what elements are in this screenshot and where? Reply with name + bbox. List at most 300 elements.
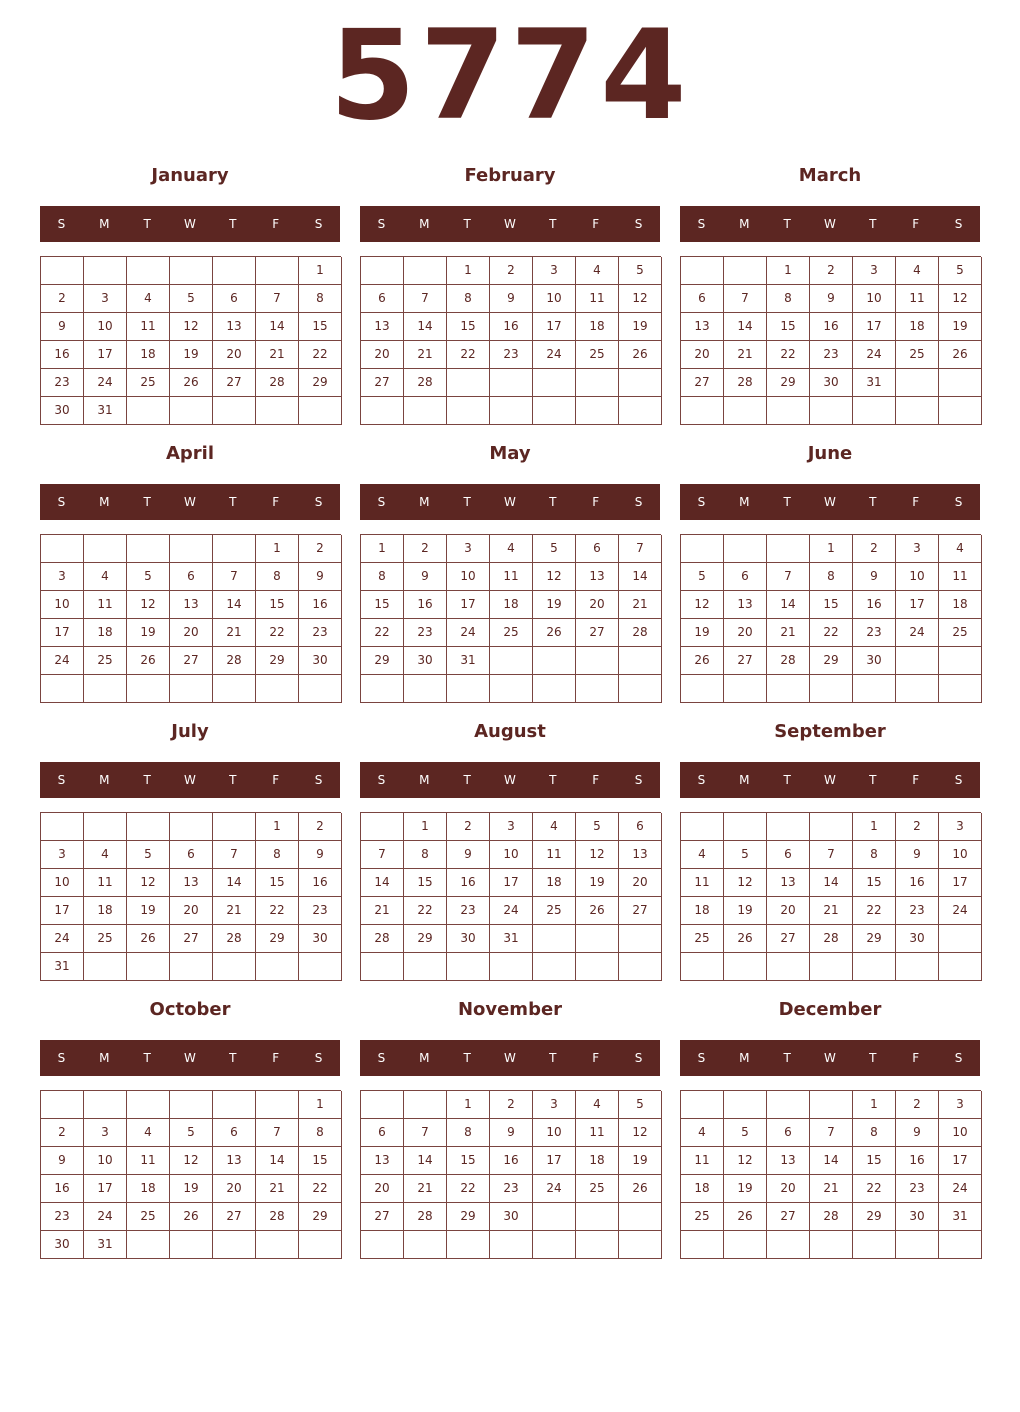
day-cell: 23 <box>404 619 447 647</box>
day-cell: 8 <box>810 563 853 591</box>
day-cell: 12 <box>533 563 576 591</box>
empty-day-cell <box>939 647 982 675</box>
empty-day-cell <box>681 1091 724 1119</box>
day-cell: 12 <box>127 869 170 897</box>
day-cell: 1 <box>853 1091 896 1119</box>
day-cell: 26 <box>127 647 170 675</box>
day-cell: 7 <box>810 1119 853 1147</box>
day-cell: 17 <box>939 1147 982 1175</box>
empty-day-cell <box>490 397 533 425</box>
day-cell: 23 <box>896 897 939 925</box>
weekday-label: T <box>229 1051 237 1065</box>
weekday-label: F <box>272 495 280 509</box>
day-cell: 6 <box>681 285 724 313</box>
day-cell: 22 <box>299 341 342 369</box>
day-grid <box>360 812 661 981</box>
day-cell: 26 <box>724 925 767 953</box>
day-cell: 25 <box>681 1203 724 1231</box>
empty-day-cell <box>213 1231 256 1259</box>
day-cell: 8 <box>447 285 490 313</box>
day-cell: 1 <box>853 813 896 841</box>
day-cell: 13 <box>361 313 404 341</box>
day-cell: 4 <box>490 535 533 563</box>
month-title: August <box>474 721 546 742</box>
day-cell: 13 <box>767 869 810 897</box>
weekday-header <box>680 762 980 798</box>
weekday-label: S <box>377 495 386 509</box>
empty-day-cell <box>170 1091 213 1119</box>
empty-day-cell <box>810 1231 853 1259</box>
day-cell: 30 <box>41 1231 84 1259</box>
day-cell: 6 <box>767 841 810 869</box>
empty-day-cell <box>447 675 490 703</box>
day-cell: 3 <box>853 257 896 285</box>
day-cell: 31 <box>853 369 896 397</box>
day-cell: 13 <box>170 591 213 619</box>
empty-day-cell <box>447 369 490 397</box>
day-cell: 22 <box>447 1175 490 1203</box>
day-cell: 10 <box>84 313 127 341</box>
day-cell: 12 <box>170 313 213 341</box>
day-cell: 14 <box>213 869 256 897</box>
empty-day-cell <box>810 397 853 425</box>
day-cell: 19 <box>127 619 170 647</box>
empty-day-cell <box>170 1231 213 1259</box>
empty-day-cell <box>490 1231 533 1259</box>
day-cell: 23 <box>490 1175 533 1203</box>
day-cell: 14 <box>724 313 767 341</box>
day-cell: 29 <box>810 647 853 675</box>
weekday-label: M <box>419 1051 430 1065</box>
day-cell: 7 <box>810 841 853 869</box>
day-cell: 1 <box>447 1091 490 1119</box>
weekday-label: T <box>463 217 471 231</box>
month-title: July <box>171 721 209 742</box>
day-cell: 17 <box>533 1147 576 1175</box>
day-cell: 14 <box>361 869 404 897</box>
weekday-label: T <box>549 773 557 787</box>
empty-day-cell <box>619 369 662 397</box>
day-cell: 2 <box>404 535 447 563</box>
day-cell: 4 <box>576 1091 619 1119</box>
day-cell: 29 <box>447 1203 490 1231</box>
day-cell: 4 <box>127 1119 170 1147</box>
day-cell: 20 <box>767 1175 810 1203</box>
weekday-label: S <box>954 217 963 231</box>
day-cell: 29 <box>256 925 299 953</box>
weekday-label: T <box>549 217 557 231</box>
day-grid <box>360 534 661 703</box>
empty-day-cell <box>84 535 127 563</box>
empty-day-cell <box>256 953 299 981</box>
day-cell: 5 <box>619 1091 662 1119</box>
day-cell: 18 <box>84 619 127 647</box>
day-cell: 25 <box>681 925 724 953</box>
day-cell: 24 <box>939 1175 982 1203</box>
day-cell: 8 <box>447 1119 490 1147</box>
day-cell: 24 <box>533 1175 576 1203</box>
day-cell: 28 <box>213 647 256 675</box>
day-cell: 9 <box>41 1147 84 1175</box>
empty-day-cell <box>939 369 982 397</box>
day-cell: 11 <box>84 591 127 619</box>
day-cell: 27 <box>213 1203 256 1231</box>
empty-day-cell <box>853 675 896 703</box>
day-cell: 30 <box>896 925 939 953</box>
day-cell: 21 <box>810 1175 853 1203</box>
day-cell: 16 <box>896 869 939 897</box>
day-cell: 31 <box>939 1203 982 1231</box>
day-cell: 18 <box>84 897 127 925</box>
weekday-label: S <box>697 1051 706 1065</box>
day-cell: 18 <box>576 1147 619 1175</box>
day-cell: 12 <box>170 1147 213 1175</box>
weekday-label: W <box>824 1051 836 1065</box>
weekday-label: T <box>783 773 791 787</box>
day-cell: 25 <box>127 369 170 397</box>
day-cell: 20 <box>361 1175 404 1203</box>
day-cell: 1 <box>447 257 490 285</box>
empty-day-cell <box>939 675 982 703</box>
weekday-label: W <box>504 773 516 787</box>
empty-day-cell <box>361 397 404 425</box>
day-cell: 6 <box>213 1119 256 1147</box>
day-cell: 7 <box>213 563 256 591</box>
day-cell: 21 <box>404 341 447 369</box>
empty-day-cell <box>213 397 256 425</box>
weekday-label: F <box>272 773 280 787</box>
day-cell: 2 <box>447 813 490 841</box>
empty-day-cell <box>767 397 810 425</box>
weekday-header <box>360 762 660 798</box>
weekday-label: M <box>739 773 750 787</box>
weekday-label: F <box>592 1051 600 1065</box>
day-cell: 16 <box>853 591 896 619</box>
empty-day-cell <box>810 1091 853 1119</box>
weekday-label: S <box>634 773 643 787</box>
day-cell: 24 <box>896 619 939 647</box>
day-cell: 5 <box>724 841 767 869</box>
day-cell: 1 <box>810 535 853 563</box>
empty-day-cell <box>361 813 404 841</box>
day-grid <box>680 1090 981 1259</box>
empty-day-cell <box>361 257 404 285</box>
empty-day-cell <box>84 953 127 981</box>
empty-day-cell <box>84 675 127 703</box>
day-cell: 29 <box>853 1203 896 1231</box>
empty-day-cell <box>127 953 170 981</box>
day-cell: 25 <box>84 925 127 953</box>
day-cell: 8 <box>853 841 896 869</box>
day-cell: 30 <box>447 925 490 953</box>
day-cell: 8 <box>853 1119 896 1147</box>
weekday-label: S <box>314 495 323 509</box>
day-cell: 19 <box>127 897 170 925</box>
day-cell: 11 <box>939 563 982 591</box>
day-cell: 2 <box>299 535 342 563</box>
month-title: May <box>489 443 531 464</box>
day-cell: 25 <box>84 647 127 675</box>
empty-day-cell <box>213 1091 256 1119</box>
month-title: April <box>165 443 215 464</box>
day-cell: 22 <box>256 897 299 925</box>
day-cell: 8 <box>256 563 299 591</box>
day-cell: 11 <box>127 313 170 341</box>
day-cell: 5 <box>939 257 982 285</box>
day-cell: 3 <box>939 1091 982 1119</box>
day-cell: 15 <box>853 869 896 897</box>
day-cell: 27 <box>361 1203 404 1231</box>
day-cell: 30 <box>404 647 447 675</box>
day-cell: 21 <box>619 591 662 619</box>
day-cell: 4 <box>84 841 127 869</box>
empty-day-cell <box>896 647 939 675</box>
day-cell: 2 <box>490 1091 533 1119</box>
day-cell: 18 <box>939 591 982 619</box>
day-cell: 25 <box>896 341 939 369</box>
day-grid <box>680 256 981 425</box>
day-cell: 21 <box>767 619 810 647</box>
day-cell: 20 <box>170 897 213 925</box>
day-cell: 1 <box>299 257 342 285</box>
empty-day-cell <box>299 675 342 703</box>
empty-day-cell <box>299 953 342 981</box>
weekday-label: T <box>143 495 151 509</box>
weekday-label: S <box>377 1051 386 1065</box>
day-cell: 22 <box>404 897 447 925</box>
day-cell: 22 <box>853 897 896 925</box>
empty-day-cell <box>490 675 533 703</box>
day-cell: 22 <box>853 1175 896 1203</box>
day-cell: 24 <box>533 341 576 369</box>
weekday-label: S <box>697 773 706 787</box>
day-cell: 3 <box>533 257 576 285</box>
day-cell: 25 <box>533 897 576 925</box>
weekday-label: T <box>463 495 471 509</box>
day-cell: 24 <box>84 369 127 397</box>
day-cell: 17 <box>84 1175 127 1203</box>
day-cell: 4 <box>576 257 619 285</box>
weekday-label: S <box>954 1051 963 1065</box>
day-cell: 20 <box>213 1175 256 1203</box>
day-cell: 23 <box>299 619 342 647</box>
day-cell: 6 <box>619 813 662 841</box>
day-cell: 28 <box>810 1203 853 1231</box>
day-cell: 24 <box>939 897 982 925</box>
empty-day-cell <box>767 535 810 563</box>
day-cell: 23 <box>299 897 342 925</box>
day-cell: 26 <box>533 619 576 647</box>
empty-day-cell <box>361 953 404 981</box>
day-cell: 13 <box>213 1147 256 1175</box>
weekday-label: S <box>634 495 643 509</box>
day-cell: 10 <box>533 1119 576 1147</box>
day-cell: 11 <box>127 1147 170 1175</box>
weekday-header <box>680 1040 980 1076</box>
day-cell: 28 <box>767 647 810 675</box>
empty-day-cell <box>41 813 84 841</box>
day-cell: 11 <box>533 841 576 869</box>
empty-day-cell <box>256 675 299 703</box>
empty-day-cell <box>170 813 213 841</box>
day-cell: 19 <box>724 897 767 925</box>
day-cell: 30 <box>853 647 896 675</box>
empty-day-cell <box>404 1231 447 1259</box>
day-cell: 12 <box>576 841 619 869</box>
empty-day-cell <box>299 397 342 425</box>
weekday-label: S <box>954 495 963 509</box>
day-cell: 10 <box>939 841 982 869</box>
day-cell: 21 <box>724 341 767 369</box>
day-cell: 3 <box>939 813 982 841</box>
empty-day-cell <box>576 369 619 397</box>
day-cell: 19 <box>170 341 213 369</box>
day-cell: 7 <box>404 1119 447 1147</box>
day-cell: 18 <box>533 869 576 897</box>
day-cell: 16 <box>299 869 342 897</box>
weekday-label: W <box>504 1051 516 1065</box>
weekday-label: T <box>783 1051 791 1065</box>
month-title: February <box>464 165 556 186</box>
day-cell: 3 <box>896 535 939 563</box>
empty-day-cell <box>939 953 982 981</box>
day-cell: 12 <box>724 869 767 897</box>
day-cell: 4 <box>896 257 939 285</box>
day-cell: 7 <box>256 285 299 313</box>
empty-day-cell <box>939 397 982 425</box>
weekday-label: T <box>869 495 877 509</box>
empty-day-cell <box>127 1231 170 1259</box>
empty-day-cell <box>256 1091 299 1119</box>
day-cell: 13 <box>213 313 256 341</box>
weekday-label: W <box>504 495 516 509</box>
day-cell: 19 <box>619 1147 662 1175</box>
weekday-label: S <box>314 1051 323 1065</box>
day-cell: 5 <box>576 813 619 841</box>
day-cell: 18 <box>576 313 619 341</box>
day-cell: 21 <box>361 897 404 925</box>
weekday-label: T <box>463 1051 471 1065</box>
day-cell: 30 <box>896 1203 939 1231</box>
weekday-label: S <box>57 495 66 509</box>
empty-day-cell <box>533 369 576 397</box>
empty-day-cell <box>681 1231 724 1259</box>
day-cell: 24 <box>853 341 896 369</box>
day-cell: 30 <box>41 397 84 425</box>
empty-day-cell <box>170 257 213 285</box>
empty-day-cell <box>810 675 853 703</box>
empty-day-cell <box>681 257 724 285</box>
weekday-label: S <box>634 217 643 231</box>
day-cell: 28 <box>619 619 662 647</box>
empty-day-cell <box>361 675 404 703</box>
day-cell: 16 <box>447 869 490 897</box>
day-cell: 13 <box>576 563 619 591</box>
day-cell: 24 <box>41 647 84 675</box>
empty-day-cell <box>299 1231 342 1259</box>
day-cell: 27 <box>576 619 619 647</box>
day-cell: 5 <box>533 535 576 563</box>
day-cell: 10 <box>41 591 84 619</box>
day-cell: 15 <box>404 869 447 897</box>
day-cell: 10 <box>490 841 533 869</box>
day-cell: 6 <box>767 1119 810 1147</box>
weekday-label: W <box>824 495 836 509</box>
day-cell: 9 <box>299 563 342 591</box>
day-cell: 6 <box>361 1119 404 1147</box>
day-cell: 24 <box>84 1203 127 1231</box>
day-cell: 11 <box>681 1147 724 1175</box>
day-cell: 16 <box>41 1175 84 1203</box>
day-cell: 14 <box>619 563 662 591</box>
day-cell: 17 <box>853 313 896 341</box>
day-cell: 2 <box>896 813 939 841</box>
day-cell: 26 <box>724 1203 767 1231</box>
empty-day-cell <box>724 675 767 703</box>
month-title: October <box>149 999 231 1020</box>
empty-day-cell <box>810 813 853 841</box>
day-cell: 5 <box>170 1119 213 1147</box>
day-cell: 29 <box>767 369 810 397</box>
empty-day-cell <box>619 397 662 425</box>
empty-day-cell <box>256 257 299 285</box>
empty-day-cell <box>127 257 170 285</box>
month-title: January <box>151 165 229 186</box>
day-cell: 19 <box>533 591 576 619</box>
weekday-label: S <box>954 773 963 787</box>
empty-day-cell <box>724 1091 767 1119</box>
day-cell: 13 <box>724 591 767 619</box>
empty-day-cell <box>447 953 490 981</box>
day-cell: 20 <box>681 341 724 369</box>
day-cell: 19 <box>724 1175 767 1203</box>
day-cell: 19 <box>576 869 619 897</box>
weekday-header <box>40 206 340 242</box>
day-cell: 15 <box>853 1147 896 1175</box>
day-cell: 12 <box>939 285 982 313</box>
day-cell: 18 <box>681 897 724 925</box>
day-cell: 4 <box>84 563 127 591</box>
day-cell: 6 <box>170 841 213 869</box>
empty-day-cell <box>853 397 896 425</box>
day-cell: 23 <box>447 897 490 925</box>
empty-day-cell <box>170 535 213 563</box>
day-cell: 17 <box>447 591 490 619</box>
day-cell: 13 <box>681 313 724 341</box>
day-cell: 25 <box>576 1175 619 1203</box>
weekday-header <box>680 484 980 520</box>
day-cell: 17 <box>41 897 84 925</box>
day-cell: 2 <box>41 1119 84 1147</box>
empty-day-cell <box>724 1231 767 1259</box>
day-cell: 18 <box>127 341 170 369</box>
day-cell: 9 <box>896 1119 939 1147</box>
weekday-header <box>360 1040 660 1076</box>
day-cell: 10 <box>41 869 84 897</box>
day-cell: 9 <box>490 1119 533 1147</box>
empty-day-cell <box>767 1231 810 1259</box>
empty-day-cell <box>896 369 939 397</box>
day-cell: 5 <box>681 563 724 591</box>
empty-day-cell <box>533 953 576 981</box>
day-cell: 16 <box>490 313 533 341</box>
day-cell: 6 <box>724 563 767 591</box>
empty-day-cell <box>127 813 170 841</box>
day-cell: 21 <box>213 897 256 925</box>
day-cell: 24 <box>41 925 84 953</box>
day-cell: 29 <box>299 1203 342 1231</box>
empty-day-cell <box>619 925 662 953</box>
